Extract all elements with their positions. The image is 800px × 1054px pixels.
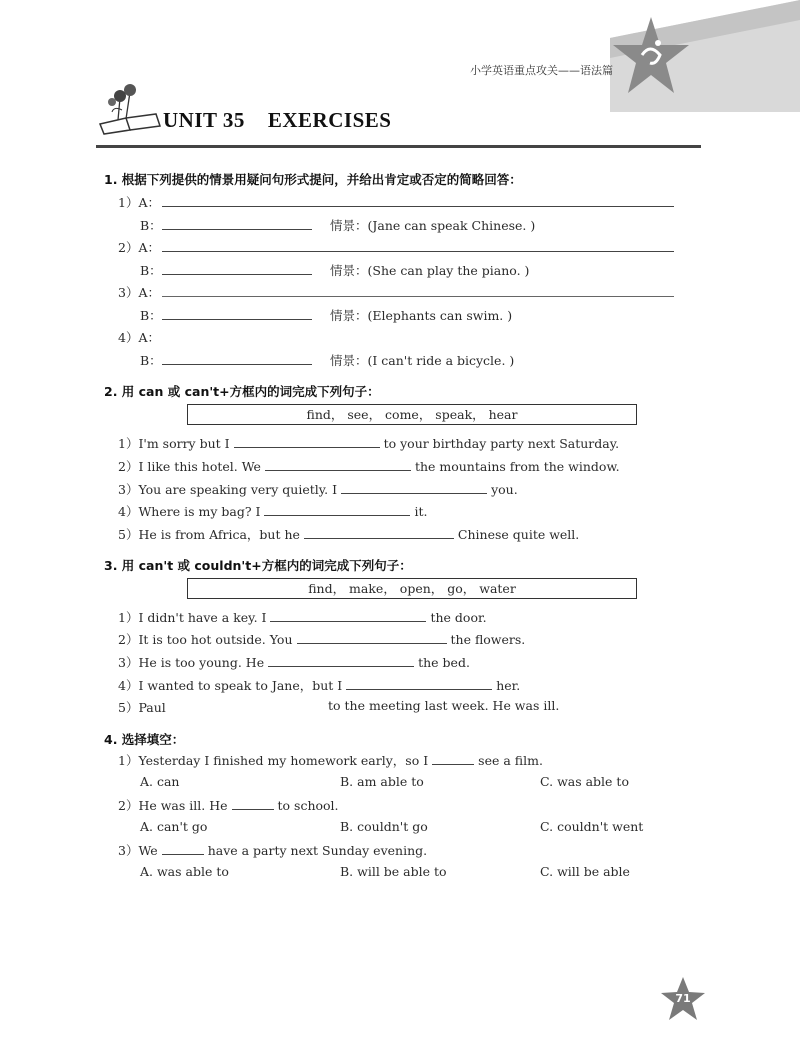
answer-line-4b[interactable] xyxy=(162,364,312,365)
question-end: to school. xyxy=(277,798,339,813)
item-number: 4） xyxy=(118,678,139,693)
sentence-end: the mountains from the window. xyxy=(414,459,620,474)
title-rule xyxy=(96,145,701,148)
item-number: 4） xyxy=(118,504,139,519)
s4-q2-option-b[interactable]: B. couldn't go xyxy=(340,819,428,834)
q-label: 3）A： xyxy=(118,285,160,300)
sentence-start: It is too hot outside. You xyxy=(138,632,293,647)
item-number: 5） xyxy=(118,527,139,542)
sentence-start: I didn't have a key. I xyxy=(138,610,267,625)
s4-q2 xyxy=(118,796,339,814)
s4-q2-option-c[interactable]: C. couldn't went xyxy=(540,819,644,834)
q-label: 4）A： xyxy=(118,330,160,345)
s1-q1-a xyxy=(118,193,160,211)
b-label: B： xyxy=(140,263,162,278)
s1-q3-a xyxy=(118,283,160,301)
sentence-end: the door. xyxy=(430,610,487,625)
item-number: 3） xyxy=(118,655,139,670)
s3-item-5-end: to the meeting last week. He was ill. xyxy=(328,698,560,713)
b-label: B： xyxy=(140,353,162,368)
item-number: 2） xyxy=(118,459,139,474)
s2-item-2 xyxy=(118,457,620,475)
answer-line-2b[interactable] xyxy=(162,274,312,275)
s4-q1-option-c[interactable]: C. was able to xyxy=(540,774,629,789)
b-label: B： xyxy=(140,218,162,233)
s3-item-5 xyxy=(118,698,166,716)
q-label: 1）A： xyxy=(118,195,160,210)
sentence-start: He is too young. He xyxy=(138,655,265,670)
context-1: 情景：(Jane can speak Chinese. ) xyxy=(330,218,536,233)
s1-q4-a xyxy=(118,328,160,346)
context-3: 情景：(Elephants can swim. ) xyxy=(330,308,513,323)
book-flower-logo-icon xyxy=(96,80,166,136)
s4-q1-option-a[interactable]: A. can xyxy=(140,774,180,789)
item-number: 1） xyxy=(118,610,139,625)
answer-line-1b[interactable] xyxy=(162,229,312,230)
s4-q3-option-b[interactable]: B. will be able to xyxy=(340,864,447,879)
sentence-start: You are speaking very quietly. I xyxy=(138,482,338,497)
blank[interactable] xyxy=(432,752,474,765)
unit-title: UNIT 35 EXERCISES xyxy=(163,108,392,132)
s2-item-4 xyxy=(118,502,427,520)
answer-line-3b[interactable] xyxy=(162,319,312,320)
item-number: 3） xyxy=(118,482,139,497)
q-label: 2）A： xyxy=(118,240,160,255)
section-3-heading: 3. 用 can't 或 couldn't+方框内的词完成下列句子： xyxy=(104,558,412,573)
sentence-end: you. xyxy=(491,482,518,497)
section-4-heading: 4. 选择填空： xyxy=(104,732,185,747)
s3-item-3 xyxy=(118,653,470,671)
s1-q1-b xyxy=(140,216,162,234)
blank[interactable] xyxy=(346,677,492,690)
question-start: 3）We xyxy=(118,843,158,858)
s1-q2-b xyxy=(140,261,162,279)
answer-line-3a[interactable] xyxy=(162,296,674,297)
s4-q3-option-c[interactable]: C. will be able xyxy=(540,864,630,879)
blank[interactable] xyxy=(304,526,454,539)
s2-item-5 xyxy=(118,525,579,543)
s1-q3-b xyxy=(140,306,162,324)
word-box-2: find， see， come， speak， hear xyxy=(187,404,637,425)
blank[interactable] xyxy=(297,631,447,644)
s4-q2-option-a[interactable]: A. can't go xyxy=(140,819,208,834)
s3-item-2 xyxy=(118,630,525,648)
answer-line-2a[interactable] xyxy=(162,251,674,252)
context-4: 情景：(I can't ride a bicycle. ) xyxy=(330,353,515,368)
blank[interactable] xyxy=(341,481,487,494)
sentence-start: Where is my bag? I xyxy=(138,504,261,519)
sentence-end: her. xyxy=(496,678,521,693)
item-number: 5） xyxy=(118,700,139,715)
s3-item-4 xyxy=(118,676,520,694)
blank[interactable] xyxy=(268,654,414,667)
sentence-start: I like this hotel. We xyxy=(138,459,261,474)
sentence-start: I wanted to speak to Jane，but I xyxy=(138,678,343,693)
star-icon xyxy=(612,15,690,97)
blank[interactable] xyxy=(234,435,380,448)
sentence-start: Paul xyxy=(138,700,166,715)
blank[interactable] xyxy=(162,842,204,855)
s1-q2-a xyxy=(118,238,160,256)
context-2: 情景：(She can play the piano. ) xyxy=(330,263,530,278)
question-start: 1）Yesterday I finished my homework early，so I xyxy=(118,753,429,768)
blank[interactable] xyxy=(265,458,411,471)
question-start: 2）He was ill. He xyxy=(118,798,228,813)
s3-item-1 xyxy=(118,608,487,626)
sentence-end: Chinese quite well. xyxy=(457,527,580,542)
blank[interactable] xyxy=(270,609,426,622)
s4-q3-option-a[interactable]: A. was able to xyxy=(140,864,229,879)
sentence-end: the bed. xyxy=(418,655,470,670)
blank[interactable] xyxy=(232,797,274,810)
word-box-3: find， make， open， go， water xyxy=(187,578,637,599)
s2-item-1 xyxy=(118,434,619,452)
section-1-heading: 1. 根据下列提供的情景用疑问句形式提问，并给出肯定或否定的简略回答： xyxy=(104,172,522,187)
s4-q1 xyxy=(118,751,543,769)
s2-item-3 xyxy=(118,480,518,498)
question-end: see a film. xyxy=(478,753,543,768)
s1-q4-b xyxy=(140,351,162,369)
answer-line-1a[interactable] xyxy=(162,206,674,207)
item-number: 1） xyxy=(118,436,139,451)
sentence-end: the flowers. xyxy=(450,632,526,647)
question-end: have a party next Sunday evening. xyxy=(207,843,428,858)
series-title: 小学英语重点攻关——语法篇 xyxy=(470,64,613,77)
sentence-start: He is from Africa，but he xyxy=(138,527,300,542)
b-label: B： xyxy=(140,308,162,323)
sentence-end: it. xyxy=(414,504,428,519)
sentence-end: to your birthday party next Saturday. xyxy=(383,436,620,451)
blank[interactable] xyxy=(264,503,410,516)
sentence-start: I'm sorry but I xyxy=(138,436,230,451)
section-2-heading: 2. 用 can 或 can't+方框内的词完成下列句子： xyxy=(104,384,380,399)
s4-q1-option-b[interactable]: B. am able to xyxy=(340,774,424,789)
page-number: 71 xyxy=(675,992,691,1005)
item-number: 2） xyxy=(118,632,139,647)
s4-q3 xyxy=(118,841,427,859)
